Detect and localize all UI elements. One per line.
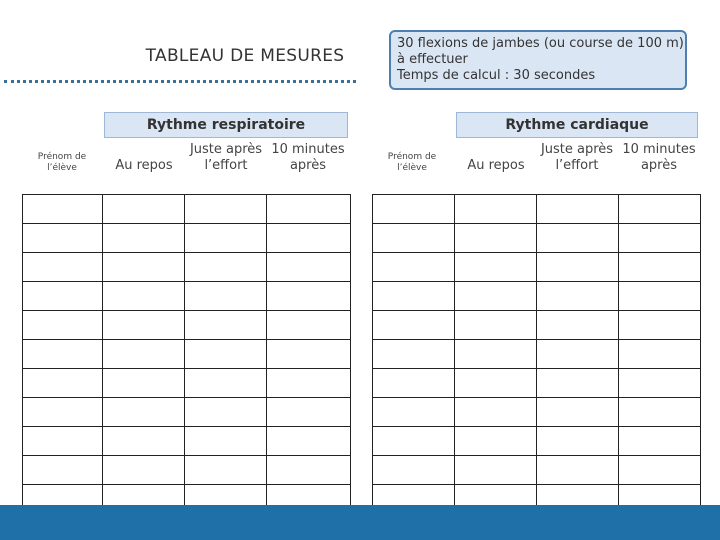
table-cell[interactable] [619,195,701,224]
instruction-line-3: Temps de calcul : 30 secondes [397,68,596,83]
page-title: TABLEAU DE MESURES [145,46,345,66]
table-cell[interactable] [373,456,455,485]
table-cell[interactable] [455,427,537,456]
table-cell[interactable] [373,282,455,311]
table-cell[interactable] [373,311,455,340]
table-row [23,456,351,485]
table-cell[interactable] [455,195,537,224]
table-cell[interactable] [373,340,455,369]
table-cell[interactable] [373,398,455,427]
table-cell[interactable] [455,340,537,369]
table-row [373,398,701,427]
table-cell[interactable] [185,427,267,456]
table-cell[interactable] [185,195,267,224]
table-row [23,224,351,253]
table-cell[interactable] [373,195,455,224]
table-cell[interactable] [185,369,267,398]
table-cell[interactable] [619,456,701,485]
table-row [373,456,701,485]
table-row [23,340,351,369]
table-cell[interactable] [537,398,619,427]
table-cell[interactable] [185,311,267,340]
table-cell[interactable] [455,224,537,253]
table-cell[interactable] [23,311,103,340]
table-cell[interactable] [267,398,351,427]
instruction-line-2: à effectuer [397,52,468,67]
name-header-text-right: Prénom de l’élève [387,152,437,173]
table-cell[interactable] [537,282,619,311]
table-cell[interactable] [619,427,701,456]
table-cell[interactable] [185,253,267,282]
table-row [23,282,351,311]
cardiac-rate-table [372,194,701,514]
table-cell[interactable] [619,282,701,311]
table-cell[interactable] [455,253,537,282]
respiratory-rate-table [22,194,351,514]
table-cell[interactable] [455,311,537,340]
column-header-student-name [24,152,100,174]
column-header-rest: Au repos [115,158,173,173]
table-cell[interactable] [267,369,351,398]
table-cell[interactable] [103,456,185,485]
table-cell[interactable] [103,398,185,427]
table-cell[interactable] [267,282,351,311]
table-cell[interactable] [103,427,185,456]
table-cell[interactable] [23,195,103,224]
table-cell[interactable] [537,311,619,340]
column-header-student-name-right [372,152,452,174]
table-cell[interactable] [103,340,185,369]
table-cell[interactable] [537,195,619,224]
table-cell[interactable] [267,195,351,224]
table-cell[interactable] [267,427,351,456]
instruction-line-1: 30 flexions de jambes (ou course de 100 m) [397,36,684,51]
table-cell[interactable] [455,282,537,311]
dotted-divider [4,80,356,83]
table-cell[interactable] [103,282,185,311]
table-cell[interactable] [23,427,103,456]
section-header-respiratory: Rythme respiratoire [104,112,348,138]
table-cell[interactable] [185,398,267,427]
table-cell[interactable] [455,398,537,427]
table-row [23,398,351,427]
table-cell[interactable] [103,369,185,398]
table-row [373,340,701,369]
table-cell[interactable] [619,340,701,369]
table-cell[interactable] [373,224,455,253]
table-cell[interactable] [619,224,701,253]
table-row [373,311,701,340]
table-cell[interactable] [23,253,103,282]
table-cell[interactable] [537,253,619,282]
table-row [373,427,701,456]
table-cell[interactable] [103,224,185,253]
column-header-ten-minutes: 10 minutes après [271,142,345,173]
name-header-text: Prénom de l’élève [37,152,87,173]
table-cell[interactable] [619,311,701,340]
table-cell[interactable] [23,340,103,369]
footer-bar [0,505,720,540]
table-cell[interactable] [537,340,619,369]
table-cell[interactable] [185,456,267,485]
table-cell[interactable] [619,398,701,427]
table-cell[interactable] [103,195,185,224]
table-cell[interactable] [185,224,267,253]
table-cell[interactable] [185,282,267,311]
table-row [23,311,351,340]
table-row [373,369,701,398]
table-cell[interactable] [537,224,619,253]
table-cell[interactable] [267,224,351,253]
table-cell[interactable] [267,456,351,485]
table-cell[interactable] [267,311,351,340]
column-header-rest-right: Au repos [467,158,525,173]
column-header-ten-minutes-right: 10 minutes après [622,142,696,173]
table-cell[interactable] [103,253,185,282]
table-cell[interactable] [23,282,103,311]
table-cell[interactable] [23,398,103,427]
table-cell[interactable] [537,427,619,456]
table-cell[interactable] [23,224,103,253]
column-header-after-effort: Juste après l’effort [189,142,263,173]
table-cell[interactable] [455,369,537,398]
table-cell[interactable] [537,369,619,398]
table-row [373,253,701,282]
table-cell[interactable] [455,456,537,485]
table-row [23,369,351,398]
instructions-box [389,30,687,90]
table-cell[interactable] [619,369,701,398]
table-row [23,253,351,282]
table-cell[interactable] [23,456,103,485]
table-cell[interactable] [185,340,267,369]
table-cell[interactable] [23,369,103,398]
table-cell[interactable] [103,311,185,340]
table-cell[interactable] [373,369,455,398]
table-cell[interactable] [267,340,351,369]
table-cell[interactable] [373,427,455,456]
table-cell[interactable] [537,456,619,485]
table-row [23,427,351,456]
section-header-cardiac: Rythme cardiaque [456,112,698,138]
table-row [23,195,351,224]
table-row [373,282,701,311]
column-header-after-effort-right: Juste après l’effort [540,142,614,173]
table-cell[interactable] [619,253,701,282]
table-cell[interactable] [373,253,455,282]
table-row [373,224,701,253]
table-cell[interactable] [267,253,351,282]
table-row [373,195,701,224]
